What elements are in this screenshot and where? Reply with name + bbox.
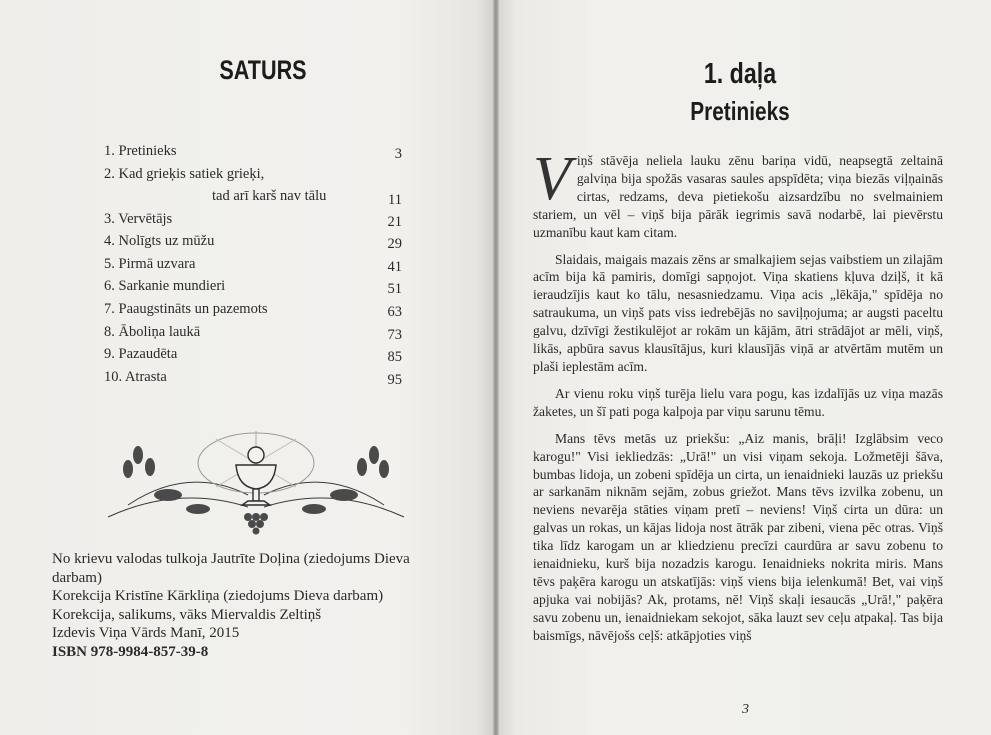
toc-entry — [104, 253, 414, 276]
credit-line: No krievu valodas tulkoja Jautrīte Doļina (ziedojums Dieva — [52, 551, 410, 567]
toc-entry — [104, 275, 414, 298]
toc-entry-title: 8. Āboliņa laukā — [104, 323, 201, 340]
toc-entry-page: 41 — [387, 258, 402, 275]
credit-line: Korekcija, salikums, vāks Miervaldis Zeltiņš — [52, 606, 322, 623]
toc-entry — [104, 208, 414, 231]
paragraph: Ar vienu roku viņš turēja lielu vara pogu, kas izdalījās uz viņa mazās žaketes, un šī pati poga kalpoja par viņu sarunu tēmu. — [533, 385, 943, 419]
chapter-body — [533, 145, 943, 654]
toc-entry-title: 3. Vervētājs — [104, 210, 173, 227]
toc-entry-page: 51 — [387, 281, 402, 298]
book-gutter — [493, 0, 499, 735]
isbn: ISBN 978-9984-857-39-8 — [52, 643, 209, 660]
toc-entry-page: 85 — [387, 349, 402, 366]
toc-entry — [104, 140, 414, 163]
toc-entry-page: 3 — [394, 146, 402, 162]
paragraph — [533, 145, 943, 242]
chapter-title: Pretinieks — [690, 96, 790, 126]
credit-line: Korekcija Kristīne Kārkliņa (ziedojums Dieva darbam) — [52, 588, 384, 605]
toc-entry-title: 4. Nolīgts uz mūžu — [104, 233, 215, 250]
toc-entry — [104, 298, 414, 321]
toc-entry — [104, 230, 414, 253]
toc-entry-title: 9. Pazaudēta — [104, 346, 178, 363]
toc-entry-title: 2. Kad grieķis satiek grieķi, — [104, 165, 265, 182]
wheat-chalice-ornament — [98, 425, 414, 537]
toc-entry — [104, 343, 414, 366]
toc-entry-page: 63 — [387, 303, 402, 320]
toc-entry-title: 5. Pirmā uzvara — [104, 255, 196, 272]
toc-entry-page: 11 — [388, 191, 402, 208]
toc-entry-title-continued: tad arī karš nav tālu — [212, 188, 327, 205]
toc-entry — [104, 163, 414, 208]
toc-entry-title: 10. Atrasta — [104, 368, 167, 385]
table-of-contents — [104, 140, 414, 388]
credit-line: darbam) — [52, 569, 102, 586]
toc-entry — [104, 366, 414, 389]
credits — [52, 550, 472, 662]
drop-cap: V — [533, 145, 571, 213]
toc-entry-page: 21 — [387, 213, 402, 230]
toc-entry-title: 6. Sarkanie mundieri — [104, 278, 226, 295]
part-title: 1. daļa — [703, 58, 777, 90]
toc-entry-page: 73 — [387, 326, 402, 343]
toc-entry-page: 95 — [387, 371, 402, 388]
paragraph: Mans tēvs metās uz priekšu: „Aiz manis, brāļi! Izglābsim veco karogu!" Visi iekliedzās: „Urā!" un visi viņam sekoja. Ložmetēji šāva, bumbas lidoja, un zobeni spīdēja un cirta, un ienaidnieki lauzās uz priekšu ar sarkanām niknām sejām, zobus griežot. Mans tēvs izvilka zobenu, un neviens nevarēja stāties viņam pretī – neviens! Viņš cirta un dūra: un galvas un rokas, un kājas lidoja nost ātrāk par zibeni, viena pēc otras. Viņš tika līdz karogam un ar kliedzienu precīzi caurdūra ar savu zobenu to ienaidnieku, kurš bija nozadzis karogu. Ienaidnieks nokrita miris. Mans tēvs paķēra karogu un atskatījās: viņš viens bija ielenkumā! Bet, vai viņš apjuka vai nobijās? Ak, protams, nē! Viņš skaļi iesaucās „Urā!," paķēra savu zobenu un, ienaidniekam sekojot, sāka lauzt sev ceļu atpakaļ. Tas bija baismīgs, nāvējošs ceļš: atkāpjoties viņš — [533, 430, 943, 643]
toc-entry-title: 1. Pretinieks — [104, 143, 177, 159]
page-number: 3 — [742, 702, 749, 717]
credit-line: Izdevis Viņa Vārds Manī, 2015 — [52, 625, 240, 642]
toc-title: SATURS — [219, 55, 307, 85]
toc-entry-title: 7. Paaugstināts un pazemots — [104, 300, 268, 317]
toc-entry-page: 29 — [387, 236, 402, 253]
toc-entry — [104, 321, 414, 344]
paragraph: Slaidais, maigais mazais zēns ar smalkajiem sejas vaibstiem un zilajām acīm bija kā pamiris, domīgi sapņojot. Viņa skatiens kļuva dziļš, it kā ieraudzījis kaut ko tālu, nesasniedzamu. Viņa acis „lēkāja," spīdēja no satraukuma, un viņš pats viss iedrebējās no saviļņojuma; ar augsti paceltu galvu, dzīvīgi žestikulējot ar rokām un kājām, ātri strādājot ar mēli, viņš, likās, apbūra savus klausītājus, kuri klausījās viņā ar atvērtām mutēm un plaši ieplestām acīm. — [533, 251, 943, 374]
paragraph-text: iņš stāvēja neliela lauku zēnu bariņa vidū, neapsegtā zeltainā galviņa bija spožās vasaras saules apspīdēta; viņa biezās viļņainās cirtas, redzams, deva pietiekošu aizsardzību no svelmainiem stariem, un vēl – viņš bija pārāk iegrimis savā nodarbē, lai pievērstu uzmanību kaut kam citam. — [533, 153, 943, 240]
